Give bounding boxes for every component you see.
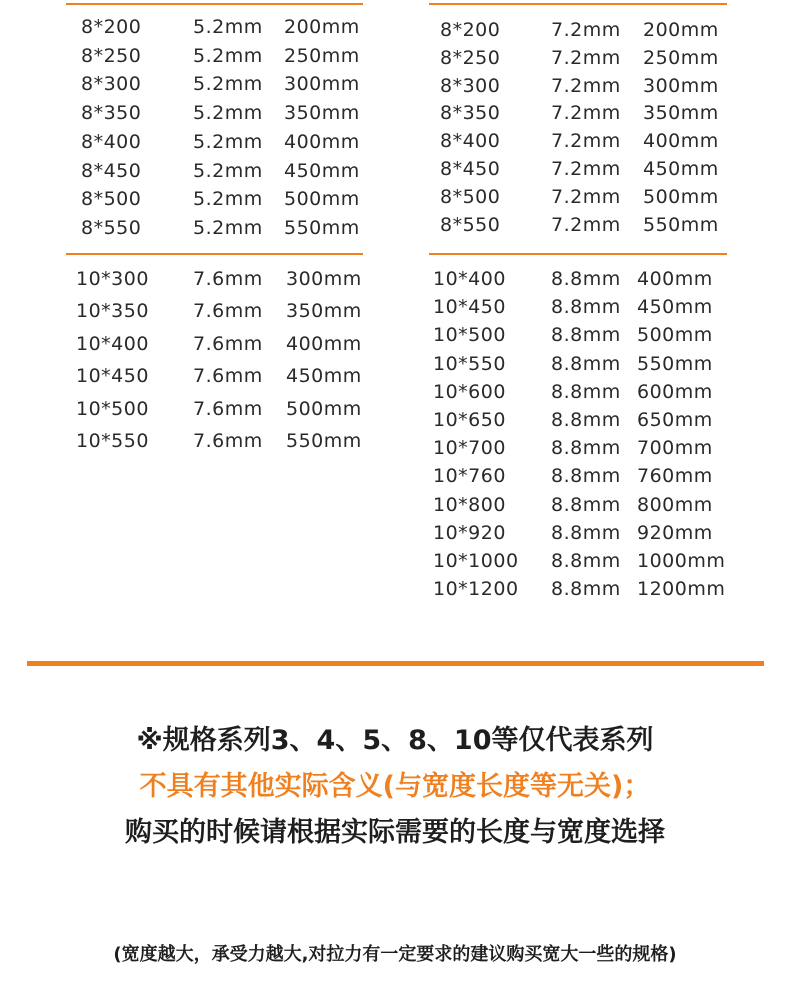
length-cell: 550mm xyxy=(637,352,713,375)
length-cell: 1200mm xyxy=(637,578,726,601)
thickness-cell: 7.2mm xyxy=(551,213,621,236)
thickness-cell: 8.8mm xyxy=(551,465,621,488)
thickness-cell: 7.2mm xyxy=(551,158,621,180)
size-cell: 8*200 xyxy=(440,19,501,41)
table-divider-left xyxy=(66,253,363,255)
length-cell: 650mm xyxy=(637,409,713,431)
thickness-cell: 8.8mm xyxy=(551,380,621,403)
size-cell: 10*400 xyxy=(76,332,149,355)
table-row xyxy=(0,437,790,465)
table-row xyxy=(0,522,790,550)
table-top-rule-right xyxy=(429,3,727,5)
table-row xyxy=(0,214,790,242)
size-cell: 10*500 xyxy=(76,397,149,420)
length-cell: 350mm xyxy=(286,300,362,323)
size-cell: 8*400 xyxy=(440,130,501,153)
thickness-cell: 8.8mm xyxy=(551,493,621,516)
thickness-cell: 7.6mm xyxy=(193,300,263,323)
size-cell: 10*920 xyxy=(433,521,506,544)
size-cell: 10*400 xyxy=(433,268,506,290)
size-cell: 8*500 xyxy=(81,188,142,211)
thickness-cell: 8.8mm xyxy=(551,352,621,375)
length-cell: 760mm xyxy=(637,465,713,488)
length-cell: 450mm xyxy=(637,296,713,319)
thickness-cell: 8.8mm xyxy=(551,409,621,431)
length-cell: 300mm xyxy=(284,73,360,96)
length-cell: 550mm xyxy=(643,213,719,236)
size-cell: 10*550 xyxy=(76,430,149,452)
note-width-tip: (宽度越大，承受力越大,对拉力有一定要求的建议购买宽大一些的规格) xyxy=(113,944,677,965)
thickness-cell: 8.8mm xyxy=(551,521,621,544)
size-cell: 8*400 xyxy=(81,130,142,153)
thickness-cell: 5.2mm xyxy=(193,73,263,96)
length-cell: 500mm xyxy=(284,188,360,211)
size-cell: 8*200 xyxy=(81,16,142,38)
length-cell: 500mm xyxy=(643,185,719,208)
table-row xyxy=(0,19,790,47)
size-cell: 10*450 xyxy=(433,296,506,319)
note-no-meaning: 不具有其他实际含义(与宽度长度等无关)； xyxy=(139,771,651,802)
size-cell: 8*500 xyxy=(440,185,501,208)
thickness-cell: 7.6mm xyxy=(193,365,263,388)
length-cell: 450mm xyxy=(284,159,360,182)
thickness-cell: 7.2mm xyxy=(551,46,621,69)
length-cell: 350mm xyxy=(643,102,719,125)
thickness-cell: 8.8mm xyxy=(551,578,621,601)
table-row xyxy=(0,353,790,381)
table-row xyxy=(0,578,790,606)
length-cell: 400mm xyxy=(643,130,719,153)
length-cell: 450mm xyxy=(286,365,362,388)
table-row xyxy=(0,494,790,522)
thickness-cell: 5.2mm xyxy=(193,16,263,38)
thickness-cell: 7.6mm xyxy=(193,397,263,420)
thickness-cell: 8.8mm xyxy=(551,268,621,290)
thickness-cell: 7.2mm xyxy=(551,102,621,125)
table-row xyxy=(0,550,790,578)
thickness-cell: 7.2mm xyxy=(551,74,621,97)
table-row xyxy=(0,102,790,130)
length-cell: 400mm xyxy=(284,130,360,153)
thickness-cell: 7.2mm xyxy=(551,19,621,41)
size-cell: 10*650 xyxy=(433,409,506,431)
table-row xyxy=(0,130,790,158)
length-cell: 300mm xyxy=(643,74,719,97)
size-cell: 10*550 xyxy=(433,352,506,375)
length-cell: 300mm xyxy=(286,268,362,290)
size-cell: 8*250 xyxy=(81,44,142,67)
size-cell: 10*450 xyxy=(76,365,149,388)
table-divider-right xyxy=(429,253,727,255)
thickness-cell: 8.8mm xyxy=(551,550,621,572)
length-cell: 920mm xyxy=(637,521,713,544)
table-row xyxy=(0,296,790,324)
thickness-cell: 7.2mm xyxy=(551,185,621,208)
length-cell: 600mm xyxy=(637,380,713,403)
size-cell: 10*300 xyxy=(76,268,149,290)
thickness-cell: 8.8mm xyxy=(551,296,621,319)
thickness-cell: 5.2mm xyxy=(193,159,263,182)
table-top-rule-left xyxy=(66,3,363,5)
thickness-cell: 8.8mm xyxy=(551,437,621,460)
size-cell: 8*550 xyxy=(440,213,501,236)
thickness-cell: 7.6mm xyxy=(193,268,263,290)
size-cell: 10*800 xyxy=(433,493,506,516)
note-choose: 购买的时候请根据实际需要的长度与宽度选择 xyxy=(125,817,665,848)
length-cell: 200mm xyxy=(284,16,360,38)
length-cell: 200mm xyxy=(643,19,719,41)
size-cell: 8*350 xyxy=(440,102,501,125)
size-cell: 10*760 xyxy=(433,465,506,488)
length-cell: 1000mm xyxy=(637,550,726,572)
thickness-cell: 7.6mm xyxy=(193,332,263,355)
length-cell: 400mm xyxy=(637,268,713,290)
size-cell: 8*550 xyxy=(81,216,142,239)
note-series: ※规格系列3、4、5、8、10等仅代表系列 xyxy=(136,725,654,756)
size-cell: 10*700 xyxy=(433,437,506,460)
length-cell: 350mm xyxy=(284,102,360,125)
size-cell: 10*500 xyxy=(433,324,506,347)
table-row xyxy=(0,409,790,437)
size-cell: 8*300 xyxy=(440,74,501,97)
length-cell: 550mm xyxy=(286,430,362,452)
length-cell: 550mm xyxy=(284,216,360,239)
table-row xyxy=(0,381,790,409)
length-cell: 450mm xyxy=(643,158,719,180)
table-row xyxy=(0,465,790,493)
size-cell: 8*250 xyxy=(440,46,501,69)
thickness-cell: 5.2mm xyxy=(193,188,263,211)
table-row xyxy=(0,158,790,186)
table-row xyxy=(0,186,790,214)
length-cell: 500mm xyxy=(637,324,713,347)
size-cell: 8*450 xyxy=(81,159,142,182)
length-cell: 400mm xyxy=(286,332,362,355)
size-cell: 8*450 xyxy=(440,158,501,180)
table-row xyxy=(0,268,790,296)
table-row xyxy=(0,75,790,103)
length-cell: 250mm xyxy=(643,46,719,69)
thickness-cell: 8.8mm xyxy=(551,324,621,347)
size-cell: 8*300 xyxy=(81,73,142,96)
size-cell: 10*600 xyxy=(433,380,506,403)
thickness-cell: 5.2mm xyxy=(193,130,263,153)
size-cell: 10*350 xyxy=(76,300,149,323)
size-cell: 10*1200 xyxy=(433,578,519,601)
thickness-cell: 5.2mm xyxy=(193,44,263,67)
thickness-cell: 5.2mm xyxy=(193,102,263,125)
length-cell: 500mm xyxy=(286,397,362,420)
table-row xyxy=(0,44,790,75)
thickness-cell: 5.2mm xyxy=(193,216,263,239)
length-cell: 250mm xyxy=(284,44,360,67)
size-cell: 8*350 xyxy=(81,102,142,125)
length-cell: 700mm xyxy=(637,437,713,460)
length-cell: 800mm xyxy=(637,493,713,516)
table-row xyxy=(0,324,790,352)
thickness-cell: 7.2mm xyxy=(551,130,621,153)
section-divider xyxy=(27,661,764,666)
size-cell: 10*1000 xyxy=(433,550,519,572)
thickness-cell: 7.6mm xyxy=(193,430,263,452)
